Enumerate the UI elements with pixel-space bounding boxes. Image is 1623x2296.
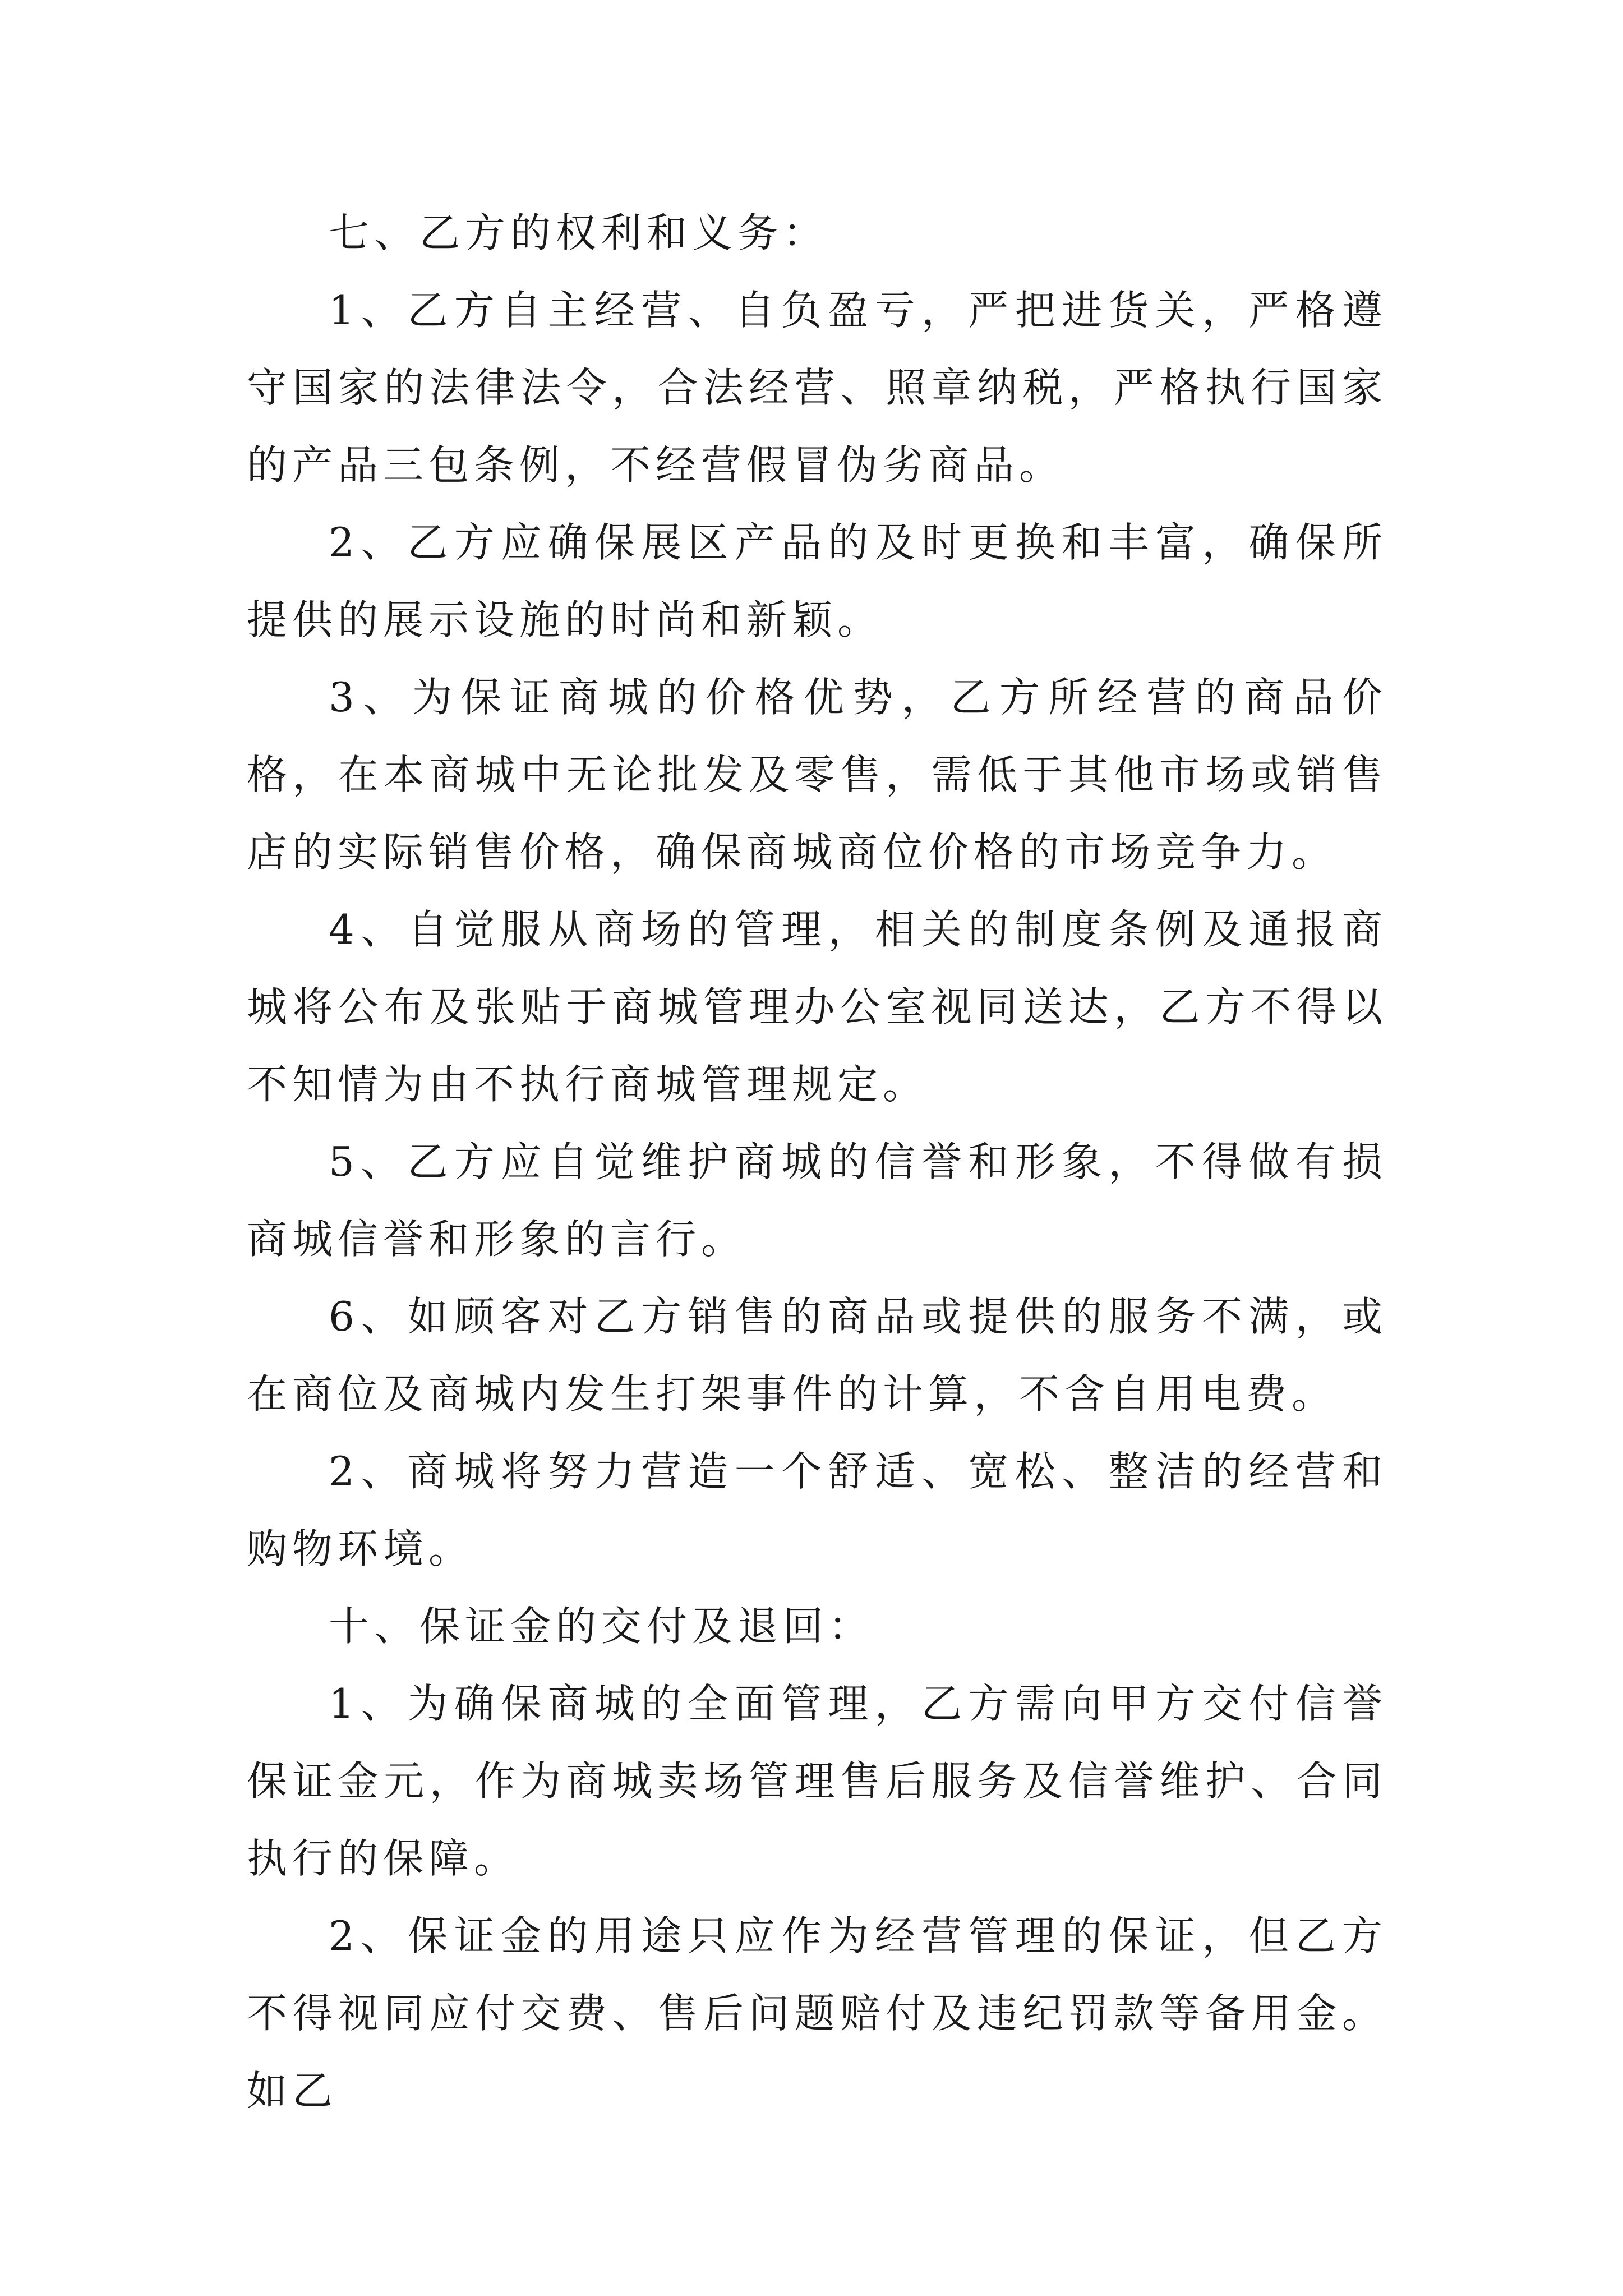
clause-paragraph: 1、乙方自主经营、自负盈亏，严把进货关，严格遵守国家的法律法令，合法经营、照章纳税，严格执行国家的产品三包条例，不经营假冒伪劣商品。: [247, 287, 1387, 489]
clause-paragraph: 6、如顾客对乙方销售的商品或提供的服务不满，或在商位及商城内发生打架事件的计算，不含自用电费。: [247, 1293, 1387, 1418]
section-heading-deposit: 十、保证金的交付及退回：: [329, 1603, 874, 1650]
document-body: [247, 194, 1387, 2129]
clause-paragraph: 3、为保证商城的价格优势，乙方所经营的商品价格，在本商城中无论批发及零售，需低于其他市场或销售店的实际销售价格，确保商城商位价格的市场竞争力。: [247, 674, 1387, 876]
clause-paragraph: 5、乙方应自觉维护商城的信誉和形象，不得做有损商城信誉和形象的言行。: [247, 1138, 1387, 1263]
clause-paragraph: 1、为确保商城的全面管理，乙方需向甲方交付信誉保证金元，作为商城卖场管理售后服务及信誉维护、合同执行的保障。: [247, 1680, 1387, 1882]
section-heading-party-b-rights: 七、乙方的权利和义务：: [329, 209, 829, 256]
clause-paragraph: 2、保证金的用途只应作为经营管理的保证，但乙方不得视同应付交费、售后问题赔付及违纪罚款等备用金。如乙: [247, 1912, 1387, 2114]
clause-paragraph: 4、自觉服从商场的管理，相关的制度条例及通报商城将公布及张贴于商城管理办公室视同送达，乙方不得以不知情为由不执行商城管理规定。: [247, 906, 1387, 1108]
clause-paragraph: 2、商城将努力营造一个舒适、宽松、整洁的经营和购物环境。: [247, 1448, 1387, 1572]
clause-paragraph: 2、乙方应确保展区产品的及时更换和丰富，确保所提供的展示设施的时尚和新颖。: [247, 519, 1387, 643]
